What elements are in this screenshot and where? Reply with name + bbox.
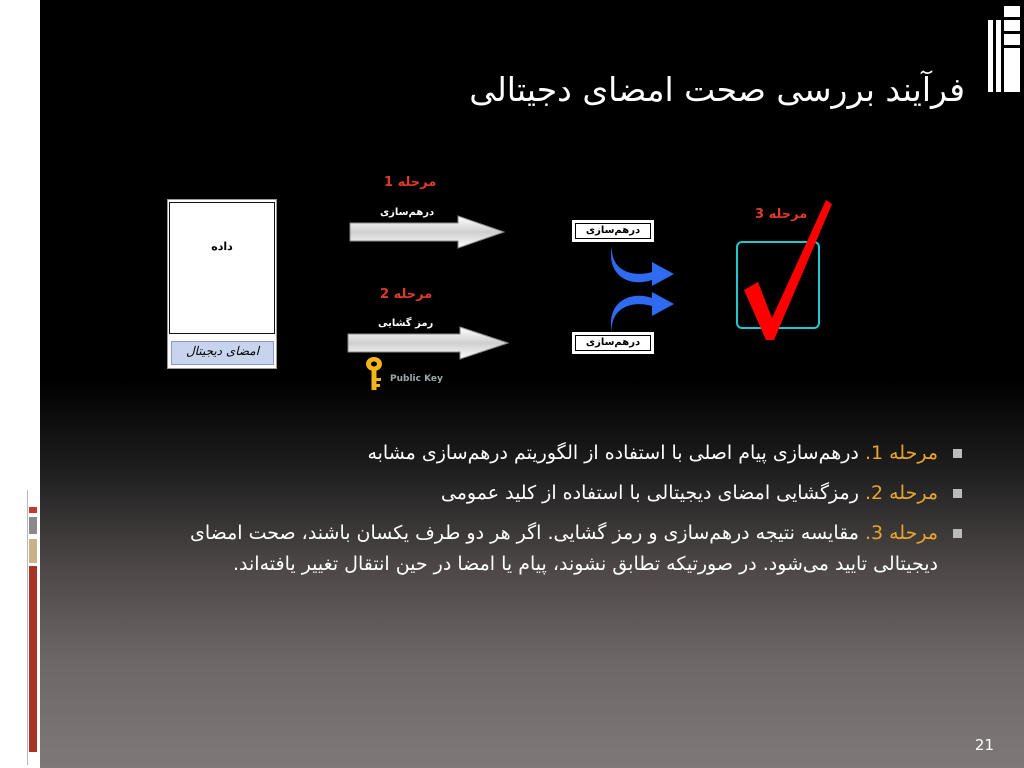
step-highlight: مرحله 2. bbox=[864, 482, 938, 504]
list-item bbox=[134, 438, 964, 469]
bullet-list bbox=[134, 438, 964, 589]
decorative-line bbox=[27, 490, 28, 765]
step3-label: مرحله 3 bbox=[755, 207, 808, 222]
decorative-bar bbox=[29, 566, 37, 752]
step1-label: مرحله 1 bbox=[384, 175, 437, 190]
bullet-marker-icon bbox=[953, 529, 962, 538]
curved-arrow-icon bbox=[606, 244, 678, 334]
step1-arrow-icon bbox=[348, 215, 508, 249]
bullet-marker-icon bbox=[953, 449, 962, 458]
grid-decoration-icon bbox=[988, 6, 1020, 92]
page-number: 21 bbox=[974, 736, 994, 754]
bullet-text: مقایسه نتیجه درهم‌سازی و رمز گشایی. اگر هر دو طرف یکسان باشند، صحت امضای دیجیتالی تایید می‌شود. در صورتیکه تطابق نشوند، پیام یا امضا در حین انتقال تغییر یافته‌اند. bbox=[189, 522, 938, 575]
slide-title: فرآیند بررسی صحت امضای دجیتالی bbox=[469, 70, 965, 109]
slide bbox=[40, 0, 1024, 768]
bullet-text: درهم‌سازی پیام اصلی با استفاده از الگوریتم درهم‌سازی مشابه bbox=[367, 442, 865, 464]
key-icon bbox=[364, 356, 384, 392]
data-label: داده bbox=[211, 240, 233, 253]
public-key-label: Public Key bbox=[390, 374, 443, 384]
hash-bottom-label: درهم‌سازی bbox=[585, 337, 641, 348]
signature-label: امضای دیجیتال bbox=[185, 344, 260, 358]
step-highlight: مرحله 1. bbox=[864, 442, 938, 464]
list-item bbox=[134, 518, 964, 580]
bullet-text: رمزگشایی امضای دیجیتالی با استفاده از کلید عمومی bbox=[440, 482, 865, 504]
checkmark-icon bbox=[740, 198, 835, 344]
step2-action-label: رمز گشایی bbox=[378, 318, 434, 329]
step-highlight: مرحله 3. bbox=[864, 522, 938, 544]
decorative-bar bbox=[29, 539, 37, 563]
step1-action-label: درهم‌سازی bbox=[380, 207, 435, 218]
data-frame bbox=[169, 202, 275, 334]
list-item bbox=[134, 478, 964, 509]
bullet-marker-icon bbox=[953, 489, 962, 498]
decorative-bar bbox=[29, 507, 37, 513]
decorative-bar bbox=[29, 517, 37, 534]
step2-arrow-icon bbox=[346, 326, 512, 360]
hash-top-label: درهم‌سازی bbox=[585, 225, 641, 236]
step2-label: مرحله 2 bbox=[380, 287, 433, 302]
